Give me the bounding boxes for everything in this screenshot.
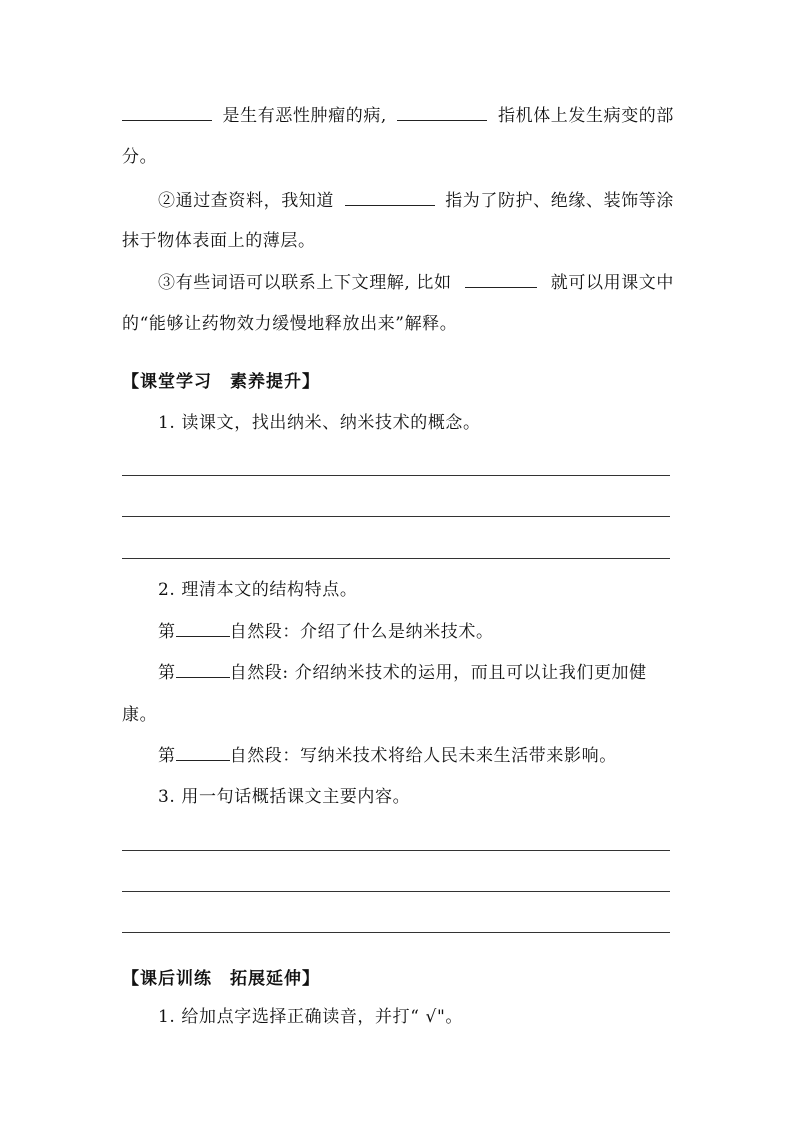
paragraph-prefix: 第 [158, 746, 176, 766]
paragraph-item-1 [158, 620, 674, 644]
question-3: 3. 用一句话概括课文主要内容。 [158, 787, 411, 807]
answer-line[interactable] [122, 932, 670, 933]
question-1: 1. 读课文，找出纳米、纳米技术的概念。 [158, 413, 481, 433]
fill-blank-1[interactable] [122, 104, 212, 121]
paragraph-desc: 自然段: 介绍纳米技术的运用，而且可以让我们更加健 [229, 663, 647, 683]
sentence-text-1b: 指机体上发生病变的部 [498, 106, 674, 126]
paragraph-item-2-cont: 康。 [122, 705, 158, 725]
question-2: 2. 理清本文的结构特点。 [158, 580, 358, 600]
sentence-line-6: 的“能够让药物效力缓慢地释放出来”解释。 [122, 314, 458, 334]
paragraph-blank[interactable] [176, 744, 230, 761]
sentence-line-5 [158, 271, 674, 295]
sentence-text-5a: ③有些词语可以联系上下文理解, 比如 [158, 273, 452, 293]
paragraph-blank[interactable] [176, 620, 230, 637]
sentence-line-4: 抹于物体表面上的薄层。 [122, 231, 316, 251]
fill-blank-4[interactable] [465, 271, 537, 288]
exercise-1: 1. 给加点字选择正确读音，并打“ √"。 [158, 1007, 463, 1027]
fill-blank-2[interactable] [397, 104, 487, 121]
section-title-after-class: 【课后训练 拓展延伸】 [122, 969, 320, 989]
answer-line[interactable] [122, 558, 670, 559]
sentence-text-3a: ②通过查资料，我知道 [158, 191, 334, 211]
answer-line[interactable] [122, 516, 670, 517]
fill-blank-3[interactable] [345, 189, 435, 206]
answer-line[interactable] [122, 891, 670, 892]
sentence-text-3b: 指为了防护、绝缘、装饰等涂 [445, 191, 674, 211]
sentence-line-1 [122, 104, 674, 128]
sentence-line-2: 分。 [122, 147, 158, 167]
paragraph-blank[interactable] [176, 661, 230, 678]
paragraph-prefix: 第 [158, 663, 176, 683]
section-title-classroom: 【课堂学习 素养提升】 [122, 372, 320, 392]
paragraph-item-2 [158, 661, 674, 685]
answer-line[interactable] [122, 850, 670, 851]
paragraph-desc: 自然段：写纳米技术将给人民未来生活带来影响。 [229, 746, 617, 766]
sentence-line-3 [158, 189, 674, 213]
paragraph-desc: 自然段：介绍了什么是纳米技术。 [229, 622, 494, 642]
sentence-text-5b: 就可以用课文中 [550, 273, 674, 293]
sentence-text-1a: 是生有恶性肿瘤的病, [222, 106, 387, 126]
answer-line[interactable] [122, 475, 670, 476]
paragraph-prefix: 第 [158, 622, 176, 642]
paragraph-item-3 [158, 744, 674, 768]
